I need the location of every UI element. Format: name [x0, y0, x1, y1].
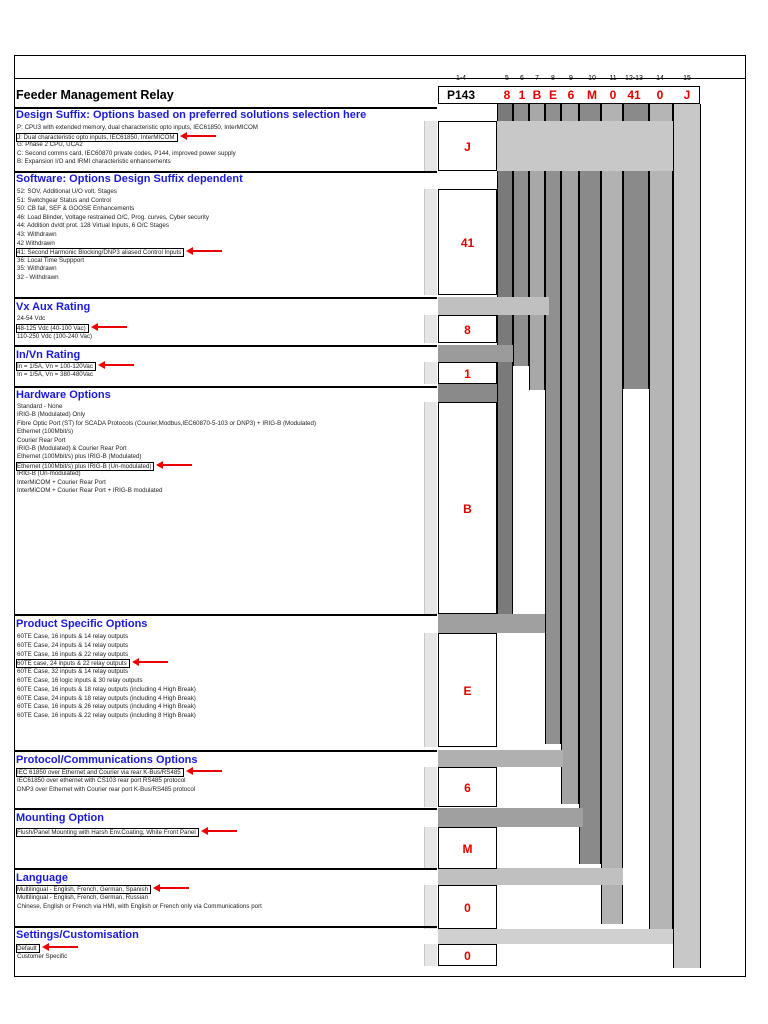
list-scrollbar[interactable] [424, 767, 437, 807]
red-arrow-icon [186, 767, 222, 775]
order-code-value: 6 [567, 88, 575, 102]
ladder-step [438, 384, 497, 402]
column-number: 15 [683, 75, 691, 82]
column-number: 5 [505, 75, 509, 82]
page-title: Feeder Management Relay [16, 88, 174, 102]
column-number: 12-13 [625, 75, 643, 82]
option-item[interactable]: Fibre Optic Port (ST) for SCADA Protocols (Courier,Modbus,IEC60870-5-103 or DNP3) + IRIG-B (Modulated) [17, 419, 316, 427]
option-item[interactable]: 60TE Case, 16 inputs & 22 relay outputs (including 8 High Break) [17, 712, 196, 720]
option-item[interactable]: 51: Switchgear Status and Control [17, 196, 111, 204]
list-scrollbar[interactable] [424, 362, 437, 384]
list-scrollbar[interactable] [424, 315, 437, 343]
list-scrollbar[interactable] [424, 885, 437, 929]
red-arrow-icon [98, 361, 134, 369]
selected-option[interactable]: Flush/Panel Mounting with Harsh Env.Coating, White Front Panel [16, 828, 199, 837]
red-arrow-icon [132, 658, 168, 666]
ladder-step [438, 868, 623, 885]
red-arrow-icon [180, 132, 216, 140]
order-code-value: 8 [503, 88, 511, 102]
selected-value: 41 [438, 189, 497, 295]
column-number: 9 [569, 75, 573, 82]
ladder-step [438, 345, 513, 362]
section-divider [14, 297, 437, 299]
option-item[interactable]: 60TE Case, 16 logic inputs & 30 relay outputs [17, 677, 143, 684]
section-divider [14, 386, 437, 388]
option-item[interactable]: IRIG-B (Modulated) Only [17, 411, 86, 419]
list-scrollbar[interactable] [424, 827, 437, 869]
option-item[interactable]: InterMiCOM + Courier Rear Port + IRIG-B modulated [17, 487, 163, 494]
column-number: 11 [609, 75, 617, 82]
option-item[interactable]: 60TE Case, 16 inputs & 22 relay outputs [17, 650, 129, 658]
red-arrow-icon [186, 247, 222, 255]
section-title: Vx Aux Rating [16, 301, 91, 313]
section-title: Language [16, 872, 68, 884]
section-title: Settings/Customisation [16, 929, 139, 941]
selected-value: 1 [438, 362, 497, 384]
option-item[interactable]: InterMiCOM + Courier Rear Port [17, 478, 106, 486]
list-scrollbar[interactable] [424, 944, 437, 966]
option-item[interactable]: 36: Local Time Suppport [17, 256, 85, 264]
option-item[interactable]: Ethernet (100Mbit/s) plus IRIG-B (Modulated) [17, 453, 142, 461]
selected-value: 8 [438, 315, 497, 343]
option-item[interactable]: G: Phase 2 CPU, UCA2 [17, 141, 83, 149]
section-divider [14, 614, 437, 616]
selected-value: 0 [438, 885, 497, 929]
option-item[interactable]: 42 Withdrawn [17, 239, 55, 247]
option-item[interactable]: P: CPU3 with extended memory, dual characteristic opto inputs, IEC61850, InterMICOM [17, 124, 258, 131]
red-arrow-icon [201, 827, 237, 835]
option-item[interactable]: B: Expansion I/O and IRMI characteristic enhancements [17, 158, 171, 166]
order-code-value: 41 [627, 88, 641, 102]
order-code-value: M [587, 88, 597, 102]
ladder-band [673, 104, 701, 968]
selected-option[interactable]: 48-125 Vdc (40-100 Vac) [16, 324, 89, 333]
option-item[interactable]: 60TE Case, 24 inputs & 14 relay outputs [17, 641, 129, 649]
option-item[interactable]: 24-54 Vdc [17, 315, 46, 322]
section-divider [14, 750, 437, 752]
option-item[interactable]: IRIG-B (Modulated) & Courier Rear Port [17, 445, 127, 452]
selected-value: M [438, 827, 497, 869]
option-item[interactable]: In = 1/5A, Vn = 380-480Vac [17, 371, 93, 379]
red-arrow-icon [153, 884, 189, 892]
section-title: Hardware Options [16, 389, 111, 401]
section-divider [14, 808, 437, 810]
column-number: 1-4 [455, 75, 467, 82]
option-item[interactable]: 44: Addition dv/dt prot. 128 Virtual Inputs, 6 O/C Stages [17, 222, 169, 230]
selected-option[interactable]: Multilingual - English, French, German, Spanish [16, 885, 151, 894]
selected-value: 0 [438, 944, 497, 966]
list-scrollbar[interactable] [424, 189, 437, 295]
order-code-value: E [548, 88, 557, 102]
section-title: Product Specific Options [16, 618, 148, 630]
list-scrollbar[interactable] [424, 402, 437, 614]
order-code-value: J [683, 88, 691, 102]
selected-option[interactable]: IEC 61850 over Ethernet and Courier via rear K-Bus/RS485 [16, 768, 184, 777]
option-item[interactable]: IEC61850 over ethernet with CS103 rear port RS485 protocol [17, 777, 186, 785]
section-title: Design Suffix: Options based on preferred solutions selection here [16, 109, 367, 121]
selected-option[interactable]: Ethernet (100Mbit/s) plus IRIG-B (Un-modulated) [16, 462, 154, 471]
option-item[interactable]: 60TE Case, 24 inputs & 18 relay outputs (including 4 High Break) [17, 694, 196, 702]
ladder-step [438, 929, 673, 944]
section-divider [14, 868, 437, 870]
option-item[interactable]: IRIG-B (Un-modulated) [17, 470, 81, 478]
column-number: 7 [535, 75, 539, 82]
selected-option[interactable]: Default [16, 944, 40, 953]
selected-value: J [438, 121, 497, 171]
red-arrow-icon [42, 943, 78, 951]
ladder-step [497, 121, 673, 171]
option-item[interactable]: C: Second comms card, IEC60870 private codes, P144, improved power supply [17, 149, 236, 157]
option-item[interactable]: 46: Load Blinder, Voltage restrained O/C, Prog. curves, Cyber security [17, 213, 209, 221]
order-code-value: 1 [518, 88, 526, 102]
section-title: Protocol/Communications Options [16, 754, 198, 766]
option-item[interactable]: 60TE Case, 16 inputs & 26 relay outputs (including 4 High Break) [17, 703, 196, 711]
selected-option[interactable]: In = 1/5A, Vn = 100-120Vac [16, 362, 96, 371]
selected-value: 6 [438, 767, 497, 807]
option-item[interactable]: 43: Withdrawn [17, 231, 57, 238]
option-item[interactable]: 35: Withdrawn [17, 265, 57, 273]
option-item[interactable]: Chinese, English or French via HMI, with English or French only via Communications port [17, 903, 262, 911]
option-item[interactable]: DNP3 over Ethernet with Courier rear port K-Bus/RS485 protocol [17, 786, 196, 794]
ladder-step [438, 614, 545, 633]
ladder-band [601, 104, 623, 924]
column-number: 6 [520, 75, 524, 82]
option-item[interactable]: 60TE Case, 16 inputs & 14 relay outputs [17, 633, 129, 640]
section-title: Mounting Option [16, 812, 104, 824]
column-number: 8 [551, 75, 555, 82]
ladder-band [649, 104, 673, 929]
ladder-step [438, 808, 583, 827]
option-item[interactable]: Customer Specific [17, 953, 68, 961]
option-item[interactable]: Standard - None [17, 403, 63, 410]
section-title: Software: Options Design Suffix dependent [16, 173, 243, 185]
order-code-value: B [532, 88, 542, 102]
option-item[interactable]: 50: CB fail, SEF & GOOSE Enhancements [17, 205, 135, 213]
ladder-band [545, 104, 561, 744]
column-number: 14 [656, 75, 664, 82]
ladder-step [438, 297, 549, 315]
selected-value: B [438, 402, 497, 614]
order-code-value: 0 [656, 88, 664, 102]
option-item[interactable]: Multilingual - English, French, German, Russian [17, 894, 149, 902]
list-scrollbar[interactable] [424, 633, 437, 747]
ladder-band [561, 104, 579, 804]
section-title: In/Vn Rating [16, 349, 81, 361]
ladder-band [579, 104, 601, 864]
selected-value: E [438, 633, 497, 747]
ladder-step [438, 750, 563, 767]
selected-option[interactable]: 41: Second Harmonic Blocking/DNP3 aliased Control Inputs [16, 248, 184, 257]
column-number: 10 [588, 75, 596, 82]
order-code-value: 0 [609, 88, 617, 102]
red-arrow-icon [91, 323, 127, 331]
section-divider [14, 926, 437, 928]
option-item[interactable]: 60TE Case, 16 inputs & 18 relay outputs (including 4 High Break) [17, 685, 196, 693]
option-item[interactable]: Courier Rear Port [17, 436, 66, 444]
model-code: P143 [446, 88, 476, 102]
option-item[interactable]: 110-250 Vdc (100-240 Vac) [17, 333, 93, 341]
selected-option[interactable]: J: Dual characteristic opto inputs, IEC61850, InterMICOM [16, 133, 178, 142]
option-item[interactable]: 52: SOV, Additional U/O volt. Stages [17, 188, 117, 195]
red-arrow-icon [156, 461, 192, 469]
list-scrollbar[interactable] [424, 121, 437, 171]
section-divider [14, 345, 437, 347]
option-item[interactable]: Ethernet (100Mbit/s) [17, 428, 74, 436]
option-item[interactable]: 32 - Withdrawn [17, 274, 59, 281]
selected-option[interactable]: 60TE case, 24 inputs & 22 relay outputs [16, 659, 130, 668]
option-item[interactable]: 60TE Case, 32 inputs & 14 relay outputs [17, 668, 129, 676]
